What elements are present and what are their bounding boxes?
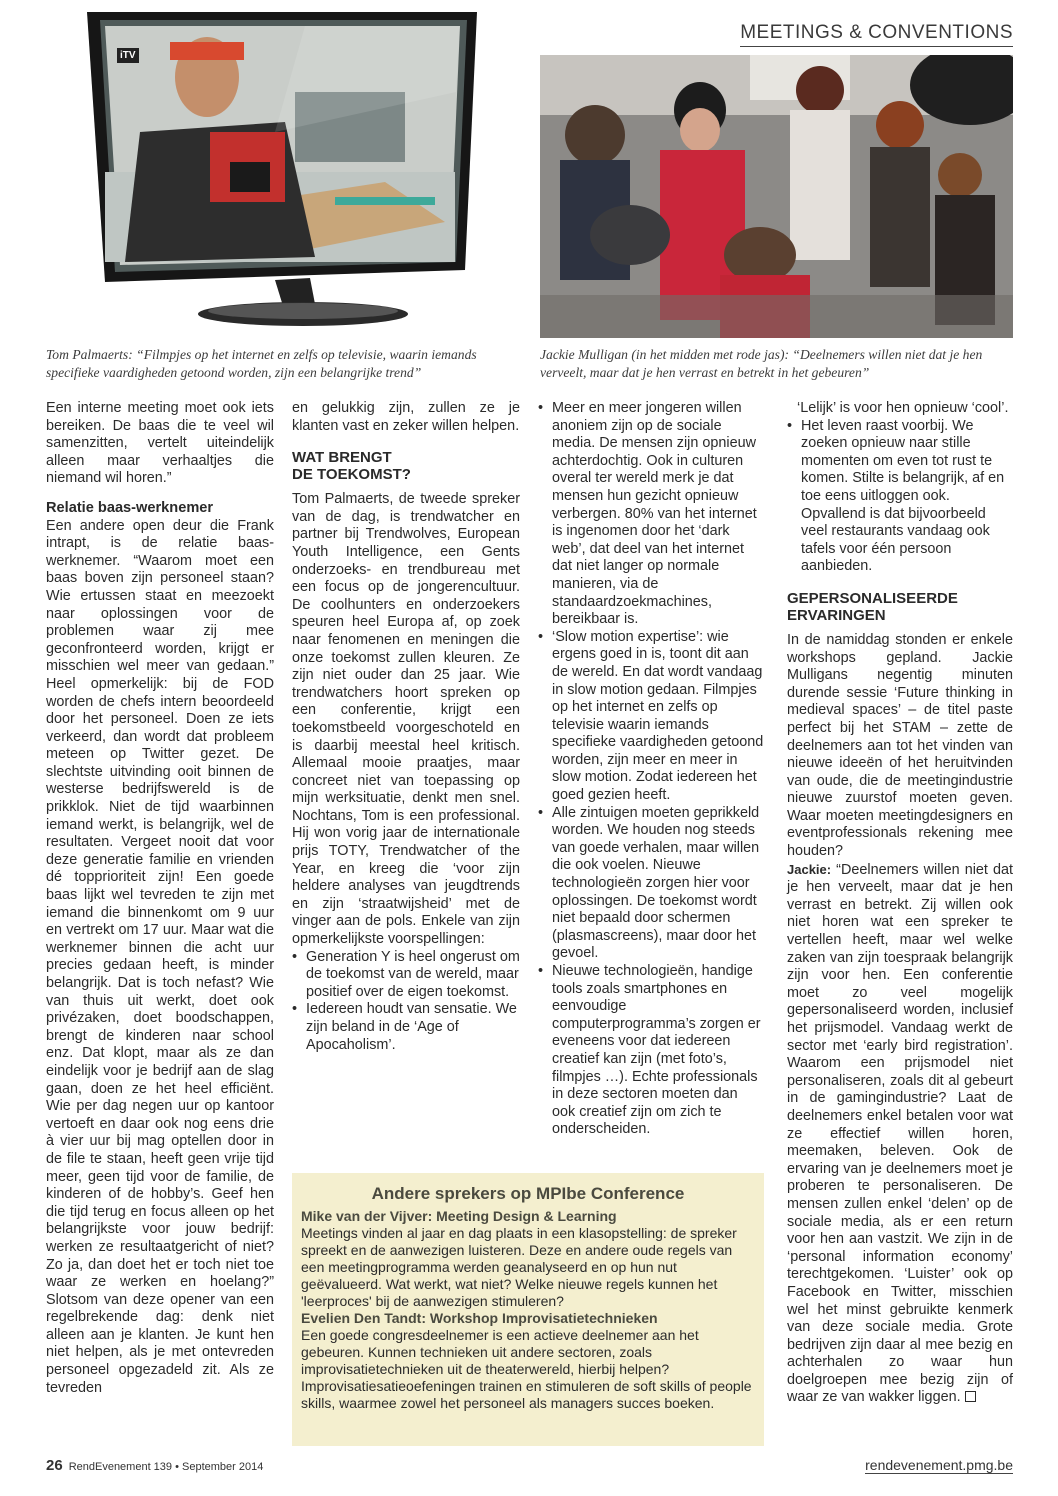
bullet-item: • Het leven raast voorbij. We zoeken opnieuw naar stille momenten om even tot rust te komen. Stilte is belangrijk, af en toe eens uitloggen ook. Opvallend is dat bijvoorbeeld veel restaurants vandaag ook tafels voor één persoon aanbieden.	[787, 418, 1013, 576]
speaker-label: Jackie:	[787, 861, 832, 877]
heading-line: GEPERSONALISEERDE	[787, 589, 958, 607]
paragraph: Een interne meeting moet ook iets bereiken. De baas die te veel wil samenzitten, vertelt uiteindelijk alleen maar verhaaltjes die niemand wil horen.”	[46, 400, 274, 487]
bullet-item: • ‘Slow motion expertise’: wie ergens goed in is, toont dit aan de wereld. En dat wordt vandaag in slow motion gedaan. Filmpjes op het internet en zelfs op televisie waarin iemands specifieke vaardigheden getoond worden, zijn meer en meer in slow motion. Zodat iedereen het goed gezien heeft.	[538, 629, 764, 805]
box-subheading: Evelien Den Tandt: Workshop Improvisatietechnieken	[301, 1310, 658, 1326]
magazine-issue: RendEvenement 139 • September 2014	[68, 1461, 264, 1473]
bullet-item: • Generation Y is heel ongerust om de toekomst van de wereld, maar positief over de eigen toekomst.	[292, 949, 520, 1002]
box-paragraph: Meetings vinden al jaar en dag plaats in een klasopstelling: de spreker spreekt en de aanwezigen luisteren. Deze en andere oude regels van een meetingprogramma werden geanalyseerd en op hun nut geëvalueerd. Wat werkt, wat niet? Welke nieuwe regels kunnen het 'leerproces' bij de aanwezigen stimuleren?	[301, 1225, 737, 1309]
heading-line: ERVARINGEN	[787, 606, 886, 624]
paragraph: In de namiddag stonden er enkele workshops gepland. Jackie Mulligans negentig minuten durende sessie ‘Future thinking in medieval spaces’ – de titel paste perfect bij het STAM – zette de deelnemers aan tot het vinden van nieuwe ideeën of het heruitvinden van oude, die de meetingindustrie nieuwe zuurstof moeten geven. Waar moeten meetingdesigners en eventprofessionals rekening mee houden?	[787, 631, 1013, 860]
paragraph: Tom Palmaerts, de tweede spreker van de dag, is trendwatcher en partner bij Trendwolves, European Youth Intelligence, een Gents onderzoeks- en trendbureau met een focus op de jongerencultuur. De coolhunters en onderzoekers speuren heel Europa af, op zoek naar fenomenen en meningen die onze toekomst zullen kleuren. Ze zijn niet ouder dan 25 jaar. Wie trendwatchers hoort spreken op een conferentie, krijgt een toekomstbeeld voorgeschoteld en is daarbij meestal heel kritisch. Allemaal mooie praatjes, maar concreet niet van toepassing op mijn werksituatie, denkt men snel. Nochtans, Tom is een professional. Hij won vorig jaar de internationale prijs TOTY, Trendwatcher of the Year, en kreeg die ‘voor zijn heldere analyses van jeugdtrends en zijn ‘straatwijsheid’ met de vinger aan de pols. Enkele van zijn opmerkelijkste voorspellingen:	[292, 491, 520, 948]
bullet-continuation: ‘Lelijk’ is voor hen opnieuw ‘cool’.	[797, 400, 1009, 416]
bullet-item: • Alle zintuigen moeten geprikkeld worden. We houden nog steeds van goede verhalen, maar willen die ook voelen. Nieuwe technologieën zorgen hier voor oplossingen. De toekomst wordt niet bepaald door schermen (plasmascreens), maar door het gevoel.	[538, 805, 764, 963]
heading-line: WAT BRENGT	[292, 449, 392, 467]
article-column-4	[787, 400, 1013, 1407]
section-heading	[787, 590, 1013, 624]
page-number: 26	[46, 1457, 63, 1474]
section-label: MEETINGS & CONVENTIONS	[740, 22, 1013, 47]
footer-left	[46, 1457, 263, 1474]
bullet-item: • Meer en meer jongeren willen anoniem zijn op de sociale media. De mensen zijn opnieuw achterdochtig. Ook in culturen overal ter wereld merk je dat mensen hun gezicht opnieuw verbergen. 80% van het internet is ingenomen door het ‘dark web’, dat deel van het internet dat niet langer op normale manieren, via de standaardzoekmachines, bereikbaar is.	[538, 400, 764, 629]
heading-line: DE TOEKOMST?	[292, 466, 411, 484]
photo-caption-right: Jackie Mulligan (in het midden met rode jas): “Deelnemers willen niet dat je hen verveelt, maar dat je hen verrast en betrekt in het gebeuren”	[540, 347, 983, 380]
quote-text: “Deelnemers willen niet dat je hen verveelt, maar dat je hen verrast en betrekt. Zij willen ook niet horen wat een spreker te vertellen heeft, maar wel welke zaken van zijn toespraak belangrijk zijn voor hen. Een conferentie moet zo veel mogelijk gepersonaliseerd worden, inclusief het prijsmodel. Vandaag werkt de sector met ‘early bird registration’. Waarom een prijsmodel niet personaliseren, zoals dit al gebeurt in de gamingindustrie? Laat de deelnemers enkel betalen voor wat ze effectief willen horen, meemaken, beleven. Ook de ervaring van je deelnemers moet je proberen te personaliseren. De mensen zullen enkel ‘delen’ op de sociale media, als er een return voor hen aan vastzit. We zijn in de ‘personal information economy’ terechtgekomen. ‘Luister’ ook op Facebook en Twitter, misschien wel het minst gebruikte kenmerk van deze sociale media. Grote bedrijven zijn daar al mee bezig en achterhalen zo waar hun doelgroepen mee bezig zijn of waar ze van wakker liggen.	[787, 861, 1013, 1406]
box-paragraph: Een goede congresdeelnemer is een actieve deelnemer aan het gebeuren. Kunnen technieken uit andere sectoren, zoals improvisatietechnieken uit de theaterwereld, hierbij helpen? Improvisatiesatieoefeningen trainen en stimuleren de soft skills of people skills, waarmee zowel het personeel als managers succes boeken.	[301, 1327, 752, 1411]
section-heading	[292, 449, 520, 483]
article-column-1	[46, 400, 274, 1397]
conference-photo	[540, 55, 1013, 338]
box-title: Andere sprekers op MPIbe Conference	[371, 1184, 685, 1203]
paragraph: en gelukkig zijn, zullen ze je klanten vast en zeker willen helpen.	[292, 400, 520, 434]
speakers-box	[292, 1173, 764, 1446]
photo-caption-left: Tom Palmaerts: “Filmpjes op het internet en zelfs op televisie, waarin iemands specifieke vaardigheden getoond worden, zijn een belangrijke trend”	[46, 347, 477, 380]
article-column-2	[292, 400, 520, 1054]
bullet-item: • Iedereen houdt van sensatie. We zijn beland in de ‘Age of Apocaholism’.	[292, 1001, 520, 1054]
end-of-article-icon	[965, 1391, 976, 1402]
bullet-item: • Nieuwe technologieën, handige tools zoals smartphones en eenvoudige computerprogramma’s zorgen er eveneens voor dat iedereen creatief kan zijn (met foto’s, filmpjes …). Echte professionals in deze sectoren moeten dan ook creatief zijn om zich te onderscheiden.	[538, 963, 764, 1139]
website-link[interactable]: rendevenement.pmg.be	[865, 1457, 1013, 1473]
box-subheading: Mike van der Vijver: Meeting Design & Learning	[301, 1208, 617, 1224]
paragraph: Een andere open deur die Frank intrapt, is de relatie baas-werknemer. “Waarom moet een baas boven zijn personeel staan? Wie ertussen staat en meezoekt naar oplossingen voor de problemen waar zij mee geconfronteerd worden, krijgt er misschien wel meer van gedaan.” Heel opmerkelijk: bij de FOD worden de chefs intern beoordeeld door het personeel. Doen ze iets verkeerd, dan wordt dat probleem meteen op Twitter gezet. De slechtste uitvinding ooit binnen de westerse bedrijfswereld is de prikklok. Niet de tijd waarbinnen iemand werkt, is belangrijk, wel de resultaten. Vergeet nooit dat voor deze generatie familie en vrienden dé topprioriteit zijn! Een goede baas lijkt wel tevreden te zijn met iemand die binnenkomt om 9 uur en vertrekt om 17 uur. Maar wat die werknemer binnen die acht uur precies gedaan heeft, is minder belangrijk. Dat is toch nefast? Wie van thuis uit werkt, doet ook privézaken, doet boodschappen, brengt de kinderen naar school enz. Dat klopt, maar als ze dan eindelijk voor je bedrijf aan de slag gaan, doen ze het heel efficiënt. Wie per dag negen uur op kantoor vertoeft en daar ook nog eens drie à vier uur bij mag optellen door in de file te staan, heeft geen vrije tijd meer, geen tijd voor de familie, de kinderen of de hobby’s. Geef hen die tijd terug en focus alleen op het belangrijkste voor jouw bedrijf: werken ze resultaatgericht of niet? Zo ja, dan doet het er toch niet toe waar ze werken en hoelang?” Slotsom van deze opener van een regelbrekende dag: denk niet alleen aan je klanten. Je kunt hen niet helpen, als je met ontevreden personeel opgezadeld zit. Als ze tevreden	[46, 517, 274, 1396]
tv-photo	[45, 12, 530, 342]
paragraph	[787, 861, 1013, 1407]
subheading: Relatie baas-werknemer	[46, 499, 214, 516]
article-column-3	[538, 400, 764, 1139]
itv-badge: iTV	[117, 48, 139, 63]
